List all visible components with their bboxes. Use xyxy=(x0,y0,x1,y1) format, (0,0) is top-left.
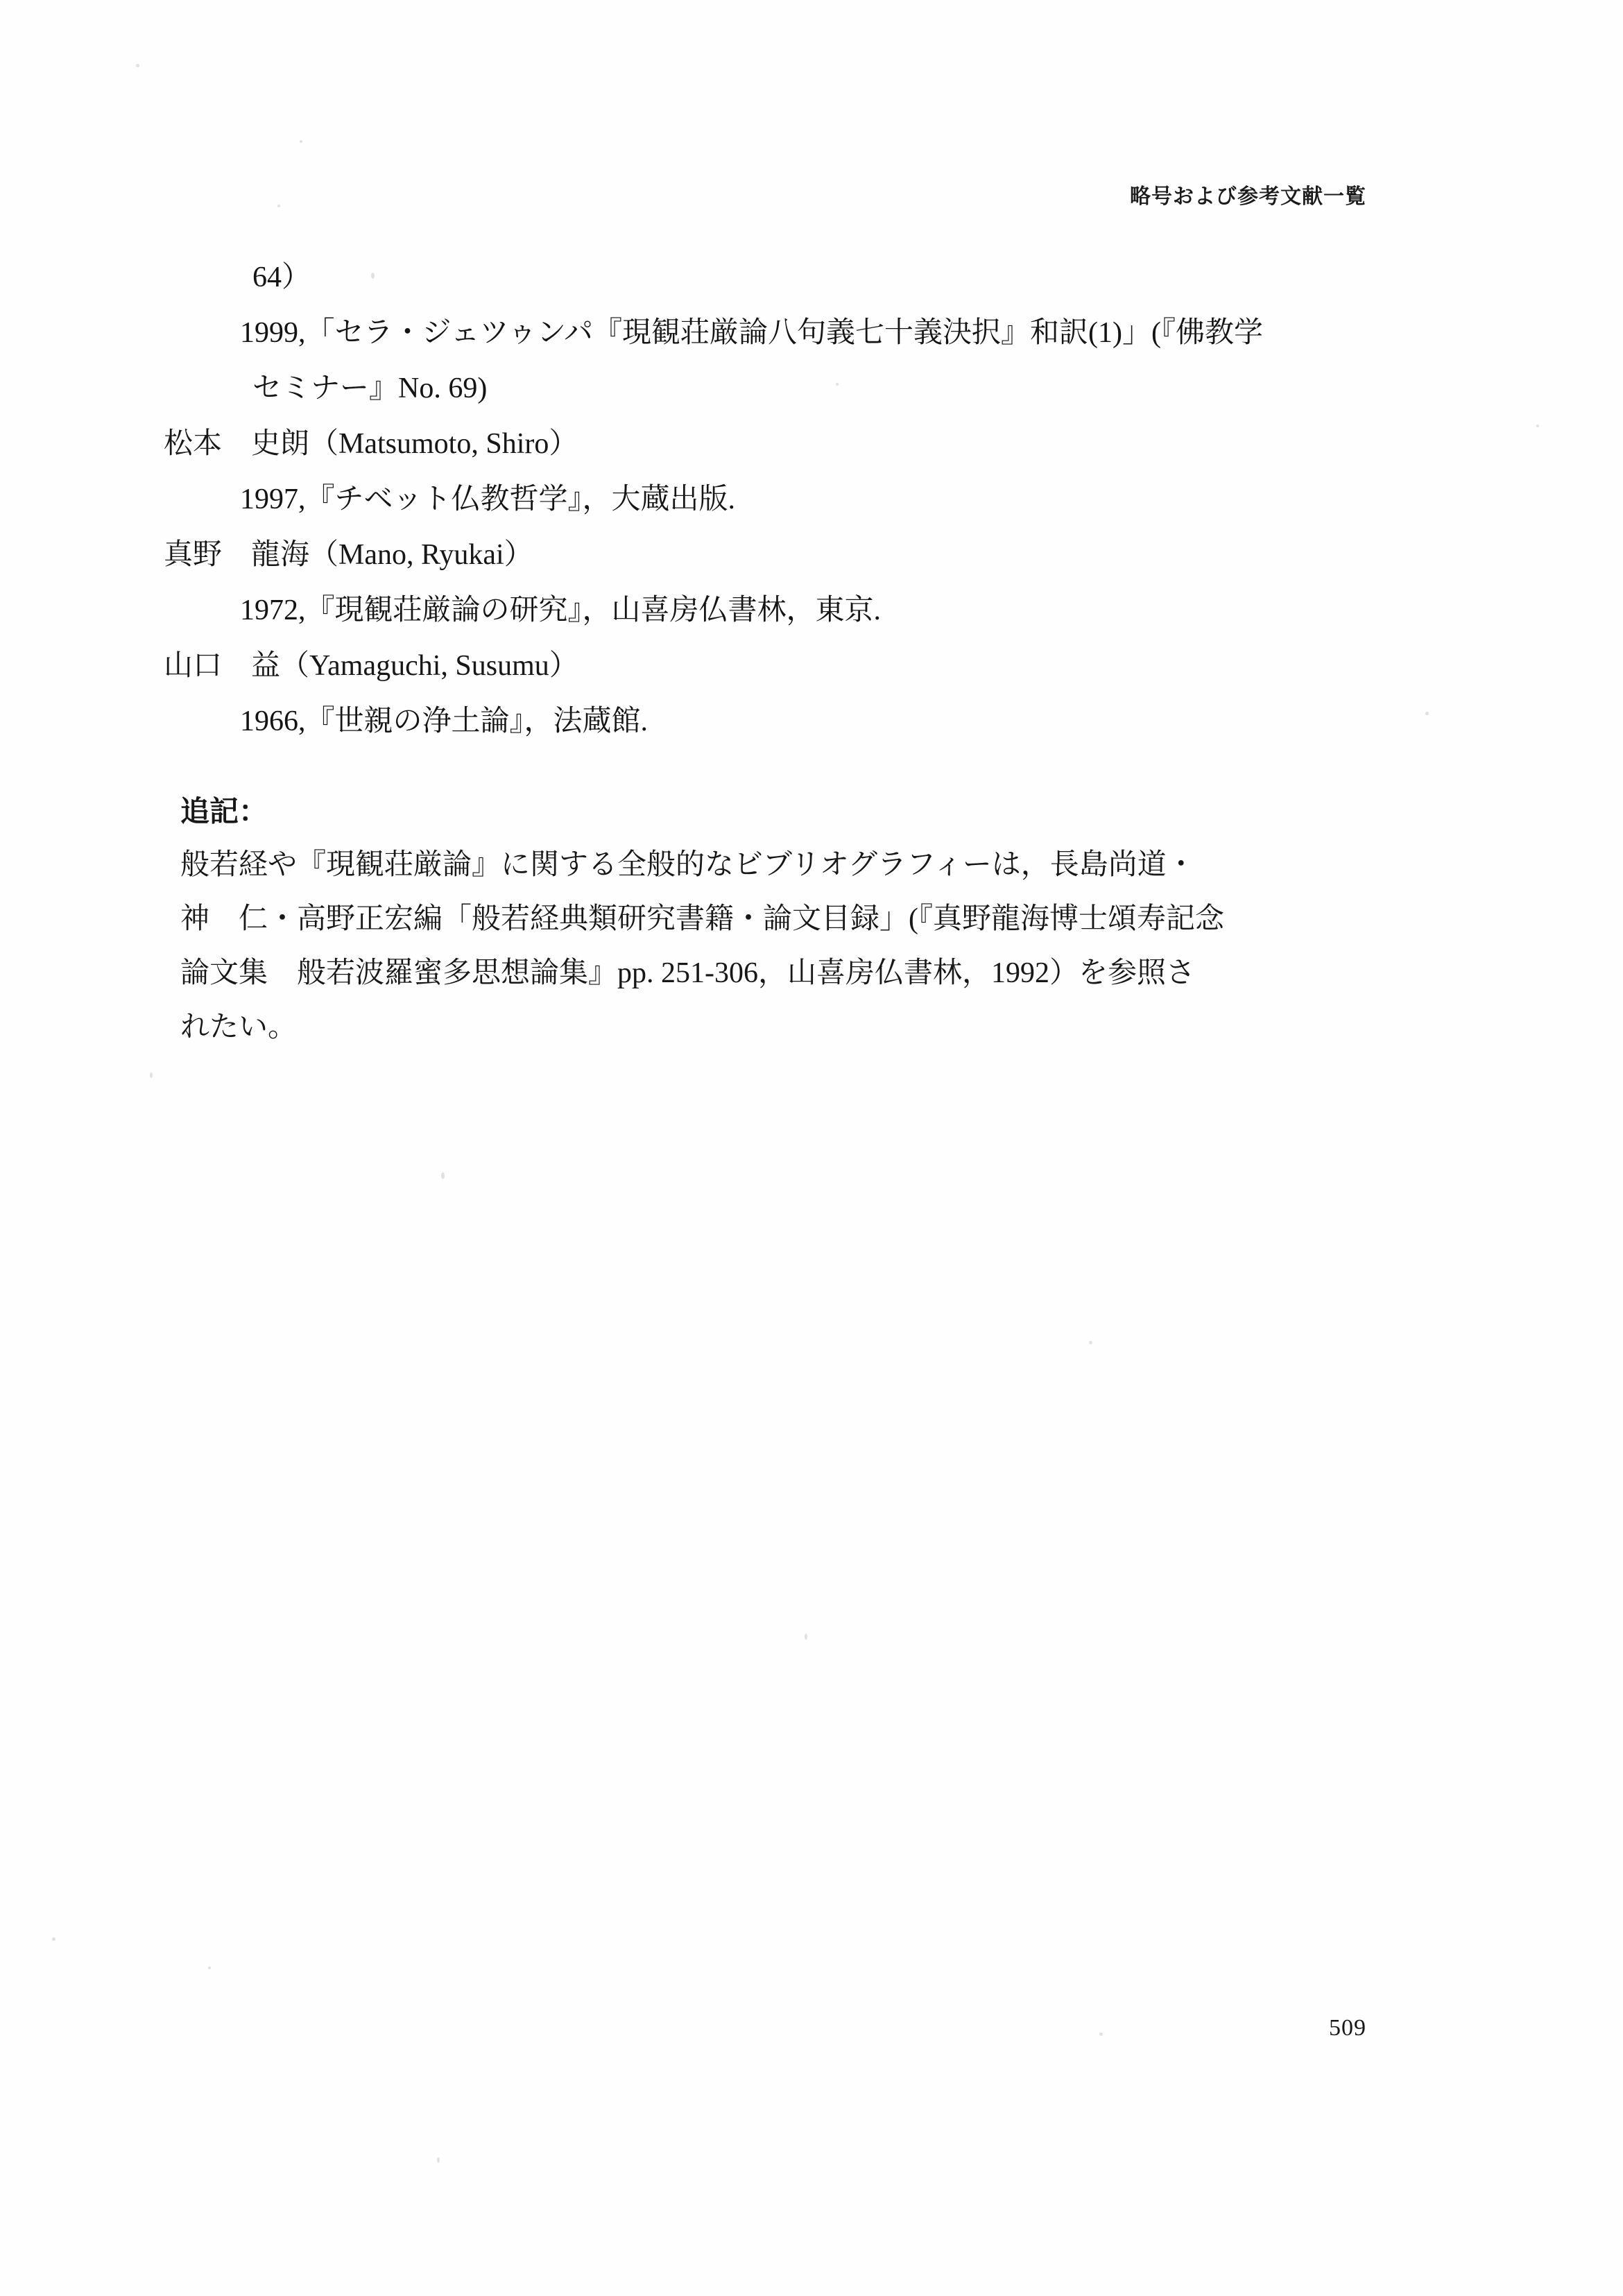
paper-speck xyxy=(441,1172,445,1179)
paper-speck xyxy=(300,140,302,143)
paper-speck xyxy=(805,1634,807,1640)
paper-speck xyxy=(1425,712,1429,715)
postscript-body xyxy=(164,838,1415,1054)
bibliography-section xyxy=(164,250,1405,1054)
entry-author: 松本 史朗（Matsumoto, Shiro） xyxy=(164,428,578,460)
postscript-title: 追記： xyxy=(180,796,268,828)
postscript-line: 般若経や『現観荘厳論』に関する全般的なビブリオグラフィーは，長島尚道・ xyxy=(180,849,1196,881)
paper-speck xyxy=(150,1072,153,1078)
paper-speck xyxy=(1536,425,1539,427)
continuation-line: 64） xyxy=(252,262,311,293)
paper-speck xyxy=(52,1937,55,1941)
paper-speck xyxy=(277,205,280,207)
paper-speck xyxy=(136,64,139,67)
citation-line: 1999,「セラ・ジェツゥンパ『現観荘厳論八句義七十義決択』和訳(1)」(『佛教学 xyxy=(240,317,1264,349)
entry-author: 真野 龍海（Mano, Ryukai） xyxy=(164,539,533,571)
citation-line: 1966,『世親の浄土論』，法蔵館. xyxy=(240,705,649,737)
citation-line-continued: セミナー』No. 69) xyxy=(252,372,488,404)
postscript-line: 論文集 般若波羅蜜多思想論集』pp. 251-306，山喜房仏書林，1992）を参照さ xyxy=(180,957,1195,989)
paper-speck xyxy=(208,1967,211,1969)
citation-line: 1997,『チベット仏教哲学』，大蔵出版. xyxy=(240,483,736,515)
page-number: 509 xyxy=(1329,2015,1366,2041)
entry-author: 山口 益（Yamaguchi, Susumu） xyxy=(164,650,578,682)
postscript-line: 神 仁・高野正宏編「般若経典類研究書籍・論文目録」(『真野龍海博士頌寿記念 xyxy=(180,903,1224,935)
paper-speck xyxy=(437,2157,440,2163)
postscript-section xyxy=(164,787,1405,1054)
paper-speck xyxy=(1099,2032,1103,2036)
postscript-line: れたい。 xyxy=(180,1011,298,1043)
paper-speck xyxy=(1089,1341,1092,1344)
citation-line: 1972,『現観荘厳論の研究』，山喜房仏書林，東京. xyxy=(240,594,882,626)
running-head: 略号および参考文献一覧 xyxy=(1130,185,1366,208)
